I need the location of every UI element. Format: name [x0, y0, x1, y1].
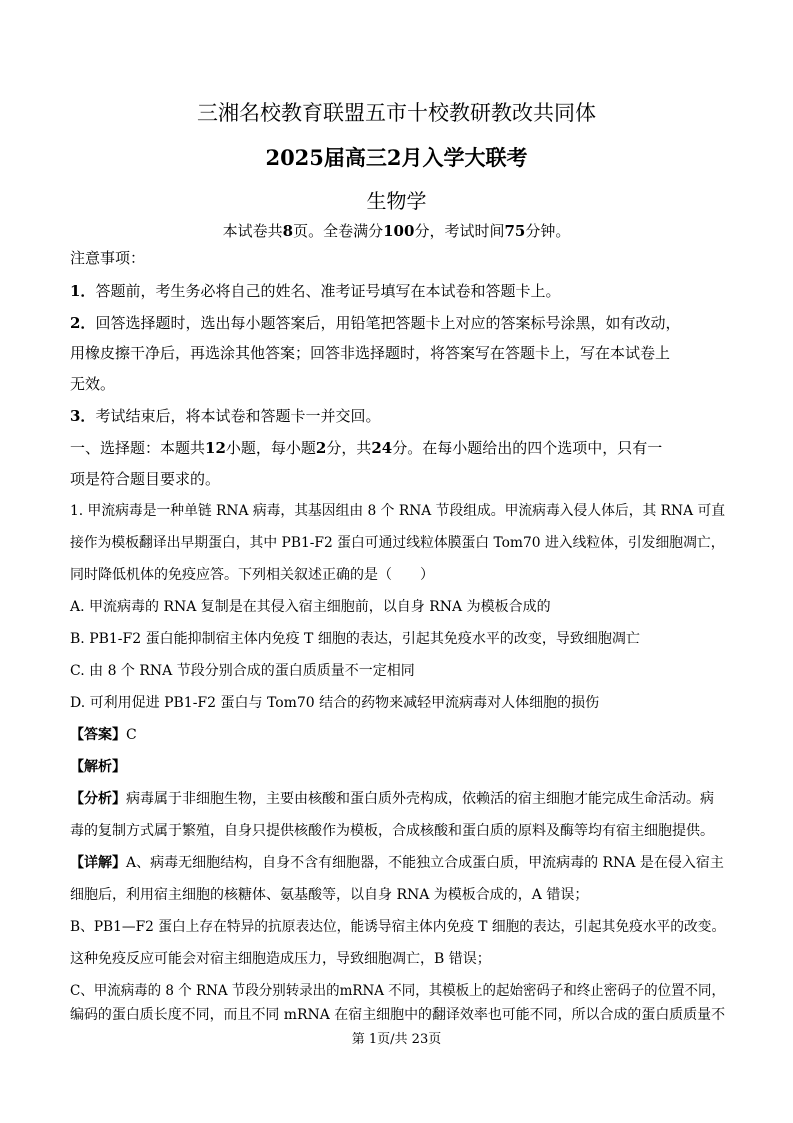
question-stem-line: 接作为模板翻译出早期蛋白，其中 PB1-F2 蛋白可通过线粒体膜蛋白 Tom70 进入线粒体，引发细胞凋亡， — [70, 535, 725, 551]
page-footer: 第 1页/共 23页 — [351, 1032, 442, 1047]
answer-label: 【答案】 — [70, 727, 126, 743]
xiangjie-text: A、病毒无细胞结构，自身不含有细胞器，不能独立合成蛋白质，甲流病毒的 RNA 是在侵入宿主 — [126, 855, 724, 871]
exam-year: 2025 — [265, 145, 324, 170]
fenxi-text: 病毒属于非细胞生物，主要由核酸和蛋白质外壳构成，依赖活的宿主细胞才能完成生命活动。病 — [126, 791, 714, 807]
analysis-label-text: 【解析】 — [70, 759, 126, 775]
notice-number: 3． — [70, 407, 96, 425]
section-points-each: 2 — [315, 439, 327, 457]
notice-item-2-line-2: 用橡皮擦干净后，再选涂其他答案；回答非选择题时，将答案写在答题卡上，写在本试卷上 — [70, 344, 671, 362]
notice-number: 2． — [70, 314, 96, 332]
subject-title: 生物学 — [366, 189, 427, 213]
info-text: 分钟。 — [525, 222, 571, 240]
option-c: C. 由 8 个 RNA 节段分别合成的蛋白质质量不一定相同 — [70, 663, 415, 679]
notice-title: 注意事项： — [70, 249, 146, 267]
notice-item-3 — [70, 409, 380, 424]
section-text: 一、选择题：本题共 — [70, 439, 206, 457]
notice-number: 1． — [70, 282, 96, 300]
info-text: 页。全卷满分 — [293, 222, 384, 240]
analysis-line — [70, 792, 714, 806]
analysis-label — [70, 760, 126, 774]
exam-month: 2 — [386, 145, 402, 170]
exam-title-part-b: 月入学大联考 — [401, 145, 528, 170]
notice-item-2-line-3: 无效。 — [70, 375, 116, 393]
notice-text: 回答选择题时，选出每小题答案后，用铅笔把答题卡上对应的答案标号涂黑，如有改动， — [95, 314, 681, 332]
detail-line: 编码的蛋白质长度不同，而且不同 mRNA 在宿主细胞中的翻译效率也可能不同，所以合成的蛋白质质量不 — [70, 1007, 726, 1023]
notice-item-2 — [70, 316, 680, 331]
info-score: 100 — [383, 222, 415, 240]
option-a: A. 甲流病毒的 RNA 复制是在其侵入宿主细胞前，以自身 RNA 为模板合成的 — [70, 599, 551, 615]
notice-text: 考试结束后，将本试卷和答题卡一并交回。 — [95, 407, 381, 425]
exam-title-part-a: 届高三 — [323, 145, 387, 170]
detail-line: C、甲流病毒的 8 个 RNA 节段分别转录出的mRNA 不同，其模板上的起始密码子和终止密码子的位置不同， — [70, 983, 725, 999]
detail-line: 这种免疫反应可能会对宿主细胞造成压力，导致细胞凋亡，B 错误； — [70, 951, 491, 967]
info-text: 本试卷共 — [222, 222, 283, 240]
detail-line: B、PB1—F2 蛋白上存在特异的抗原表达位，能诱导宿主体内免疫 T 细胞的表达，引起其免疫水平的改变。 — [70, 919, 726, 935]
section-total-points: 24 — [371, 439, 393, 457]
answer-value: C — [126, 727, 137, 743]
info-minutes: 75 — [504, 222, 526, 240]
analysis-line: 毒的复制方式属于繁殖，自身只提供核酸作为模板，合成核酸和蛋白质的原料及酶等均有宿主细胞提供。 — [70, 823, 714, 839]
notice-item-1 — [70, 284, 560, 299]
section-heading-line-2: 项是符合题目要求的。 — [70, 470, 221, 488]
option-d: D. 可利用促进 PB1-F2 蛋白与 Tom70 结合的药物来减轻甲流病毒对人体细胞的损伤 — [70, 695, 600, 711]
fenxi-label: 【分析】 — [70, 791, 126, 807]
notice-text: 答题前，考生务必将自己的姓名、准考证号填写在本试卷和答题卡上。 — [95, 282, 561, 300]
detail-line: 细胞后，利用宿主细胞的核糖体、氨基酸等，以自身 RNA 为模板合成的，A 错误； — [70, 887, 589, 903]
question-stem-line: 1. 甲流病毒是一种单链 RNA 病毒，其基因组由 8 个 RNA 节段组成。甲流病毒入侵人体后，其 RNA 可直 — [70, 503, 726, 519]
section-heading — [70, 441, 662, 456]
option-b: B. PB1-F2 蛋白能抑制宿主体内免疫 T 细胞的表达，引起其免疫水平的改变，导致细胞凋亡 — [70, 631, 640, 647]
section-text: 分。在每小题给出的四个选项中，只有一 — [392, 439, 663, 457]
section-text: 小题，每小题 — [225, 439, 316, 457]
section-text: 分，共 — [326, 439, 372, 457]
question-stem-line: 同时降低机体的免疫应答。下列相关叙述正确的是（ ） — [70, 567, 434, 583]
xiangjie-label: 【详解】 — [70, 855, 126, 871]
answer-line — [70, 728, 137, 742]
section-question-count: 12 — [205, 439, 226, 457]
detail-line — [70, 856, 724, 870]
info-text: 分，考试时间 — [414, 222, 505, 240]
organization-title: 三湘名校教育联盟五市十校教研教改共同体 — [197, 101, 596, 125]
exam-title — [0, 142, 793, 172]
exam-info — [0, 220, 793, 241]
info-pages: 8 — [282, 222, 294, 240]
